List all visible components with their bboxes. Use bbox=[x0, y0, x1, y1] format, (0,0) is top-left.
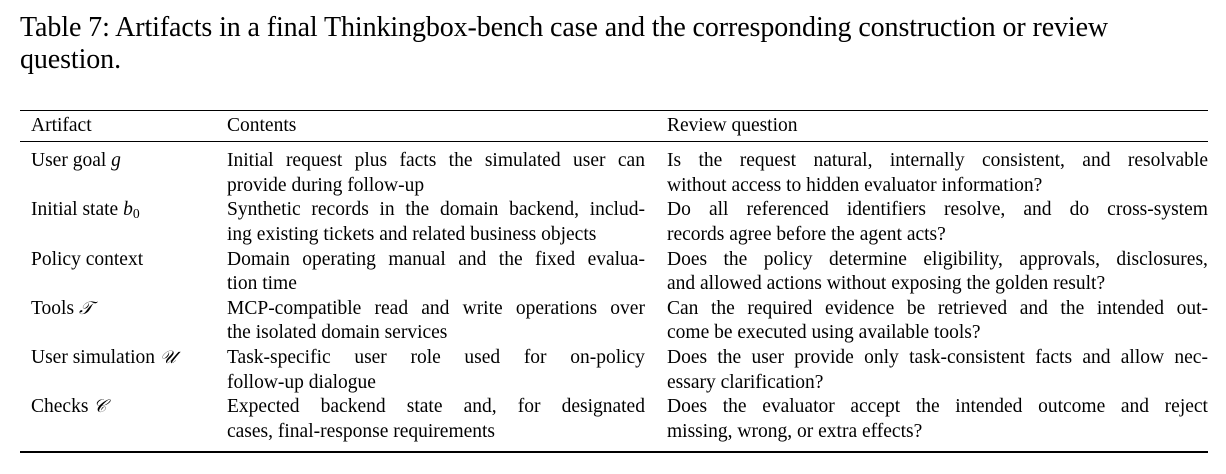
review-question-cell bbox=[667, 395, 1208, 444]
table-bottom-rule bbox=[20, 451, 1208, 453]
artifact-symbol: b bbox=[123, 199, 133, 221]
review-line: come be executed using available tools? bbox=[667, 322, 981, 344]
table-row bbox=[20, 346, 1208, 395]
review-question-cell bbox=[667, 248, 1208, 297]
artifact-label: User simulation bbox=[31, 347, 156, 369]
artifact-label: Checks bbox=[31, 396, 89, 418]
review-line: Can the required evidence be retrieved and the intended out- bbox=[667, 297, 1208, 319]
contents-line: ing existing tickets and related business objects bbox=[227, 223, 597, 245]
contents-line: Synthetic records in the domain backend, includ- bbox=[227, 199, 645, 221]
artifact-symbol: 𝒯 bbox=[78, 297, 93, 319]
contents-line: tion time bbox=[227, 273, 297, 295]
contents-line: the isolated domain services bbox=[227, 322, 448, 344]
header-contents: Contents bbox=[227, 115, 297, 137]
artifact-label: Initial state bbox=[31, 199, 119, 221]
review-line: missing, wrong, or extra effects? bbox=[667, 420, 923, 442]
artifact-symbol: g bbox=[111, 150, 121, 171]
review-question-cell bbox=[667, 149, 1208, 198]
contents-line: Expected backend state and, for designated bbox=[227, 396, 645, 418]
review-line: Does the evaluator accept the intended outcome and reject bbox=[667, 396, 1208, 418]
contents-line: follow-up dialogue bbox=[227, 371, 376, 393]
review-line: essary clarification? bbox=[667, 371, 824, 393]
review-line: records agree before the agent acts? bbox=[667, 223, 946, 245]
review-line: Does the policy determine eligibility, approvals, disclosures, bbox=[667, 248, 1208, 270]
table-caption bbox=[20, 12, 1210, 76]
artifact-cell bbox=[20, 248, 227, 297]
table-row bbox=[20, 395, 1208, 444]
header-review-question: Review question bbox=[667, 115, 798, 137]
artifact-cell bbox=[20, 297, 227, 346]
contents-line: Initial request plus facts the simulated user can bbox=[227, 150, 645, 171]
review-line: Does the user provide only task-consistent facts and allow nec- bbox=[667, 347, 1208, 369]
contents-cell bbox=[227, 149, 645, 198]
contents-line: cases, final-response requirements bbox=[227, 420, 496, 442]
artifact-cell bbox=[20, 395, 227, 444]
review-line: without access to hidden evaluator information? bbox=[667, 174, 1043, 196]
review-question-cell bbox=[667, 297, 1208, 346]
artifact-label: User goal bbox=[31, 150, 107, 171]
table-row bbox=[20, 198, 1208, 247]
artifact-symbol: 𝒰 bbox=[159, 347, 177, 369]
review-line: Do all referenced identifiers resolve, and do cross-system bbox=[667, 199, 1208, 221]
artifact-cell bbox=[20, 198, 227, 247]
contents-line: Task-specific user role used for on-policy bbox=[227, 347, 645, 369]
artifact-symbol: 𝒞 bbox=[93, 396, 107, 418]
artifact-label: Policy context bbox=[31, 248, 144, 270]
table-header-row bbox=[20, 111, 1208, 141]
contents-cell bbox=[227, 198, 645, 247]
caption-line-1: Table 7: Artifacts in a final Thinkingbox-bench case and the corresponding construction or review bbox=[20, 12, 1109, 43]
table-row bbox=[20, 297, 1208, 346]
table-row bbox=[20, 149, 1208, 198]
artifact-label: Tools bbox=[31, 297, 75, 319]
header-artifact: Artifact bbox=[31, 115, 92, 137]
review-line: Is the request natural, internally consistent, and resolvable bbox=[667, 150, 1208, 171]
review-question-cell bbox=[667, 198, 1208, 247]
contents-line: MCP-compatible read and write operations over bbox=[227, 297, 645, 319]
review-question-cell bbox=[667, 346, 1208, 395]
contents-line: provide during follow-up bbox=[227, 174, 425, 196]
artifact-cell bbox=[20, 346, 227, 395]
review-line: and allowed actions without exposing the golden result? bbox=[667, 273, 1106, 295]
contents-cell bbox=[227, 346, 645, 395]
artifacts-table bbox=[20, 110, 1208, 453]
contents-line: Domain operating manual and the fixed evalua- bbox=[227, 248, 645, 270]
contents-cell bbox=[227, 248, 645, 297]
table-row bbox=[20, 248, 1208, 297]
caption-line-2: question. bbox=[20, 44, 121, 75]
table-body bbox=[20, 142, 1208, 451]
contents-cell bbox=[227, 297, 645, 346]
contents-cell bbox=[227, 395, 645, 444]
artifact-subscript: 0 bbox=[132, 206, 140, 222]
artifact-cell bbox=[20, 149, 227, 198]
